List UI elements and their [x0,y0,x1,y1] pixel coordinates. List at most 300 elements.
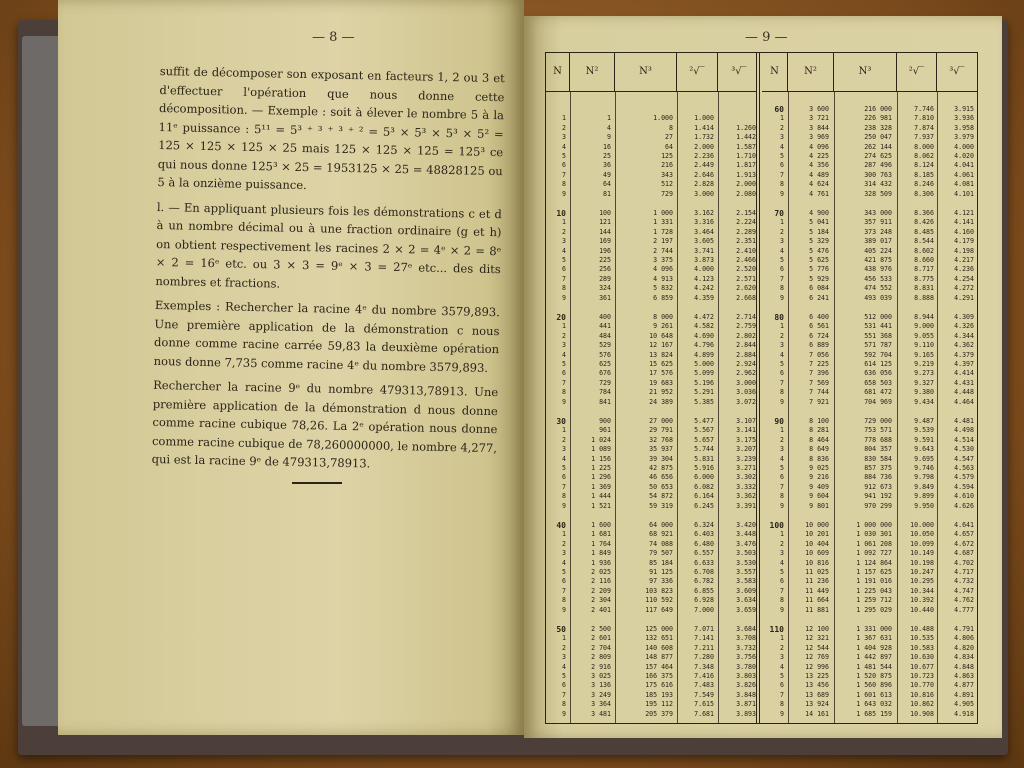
table-cell-n: 6 [562,681,566,690]
table-cell-r2: 10.723 [910,672,934,680]
table-cell-n: 3 [780,341,784,350]
table-row [546,521,756,530]
table-cell-n: 60 [774,105,784,114]
table-cell-cube: 39 304 [649,454,673,463]
table-cell-cube: 64 000 [649,521,673,529]
table-cell-r2: 6.557 [694,549,714,558]
table-cell-cube: 1 560 896 [856,681,892,690]
table-cell-n: 1 [780,114,784,123]
table-cell-cube: 474 552 [864,284,892,293]
table-cell-sq: 16 [603,142,611,151]
table-cell-cube: 140 608 [645,643,673,652]
table-cell-r3: 2.620 [736,284,756,293]
table-cell-r3: 4.672 [954,539,974,548]
table-block [546,313,756,409]
table-row [762,190,977,199]
table-cell-n: 9 [562,293,566,302]
table-cell-n: 6 [780,681,784,690]
table-cell-r3: 4.626 [954,501,974,510]
table-cell-cube: 592 704 [864,350,892,359]
table-row [546,265,756,274]
table-cell-cube: 373 248 [864,227,892,236]
table-cell-r3: 4.579 [954,473,974,482]
table-cell-sq: 11 664 [805,596,829,605]
table-row [546,247,756,256]
table-cell-n: 1 [780,426,784,435]
table-row [762,332,977,341]
table-cell-r2: 10.099 [910,539,934,548]
table-row [762,710,977,719]
table-row [762,672,977,681]
table-cell-sq: 324 [599,284,611,293]
table-cell-sq: 2 601 [591,634,611,643]
table-row [762,559,977,568]
table-cell-r2: 4.000 [694,265,714,274]
table-cell-sq: 1 521 [591,501,611,510]
table-cell-sq: 169 [599,237,611,246]
table-cell-sq: 4 225 [809,152,829,160]
table-cell-r2: 7.071 [694,625,714,633]
table-cell-n: 1 [562,634,566,643]
table-cell-n: 4 [562,662,566,671]
table-row [546,161,756,170]
table-cell-cube: 42 875 [649,464,673,472]
table-cell-r3: 3.036 [736,388,756,397]
table-cell-r3: 3.420 [736,521,756,529]
table-cell-sq: 2 116 [591,577,611,586]
table-cell-r3: 4.863 [954,672,974,680]
table-cell-cube: 614 125 [864,360,892,368]
table-cell-r2: 10.677 [910,662,934,671]
table-row [762,530,977,539]
table-cell-r3: 3.271 [736,464,756,472]
table-cell-r2: 6.928 [694,596,714,605]
table-cell-n: 2 [562,435,566,444]
header-cube-root: ³√‾ [731,66,747,77]
table-cell-n: 6 [562,577,566,586]
table-cell-cube: 1.000 [653,114,673,123]
table-cell-r3: 3.708 [736,634,756,643]
table-cell-cube: 79 507 [649,549,673,558]
table-cell-r2: 9.434 [914,397,934,406]
table-row [762,209,977,218]
table-cell-r3: 3.362 [736,492,756,501]
table-cell-cube: 9 261 [653,322,673,331]
table-cell-n: 6 [562,265,566,274]
table-cell-sq: 2 500 [591,625,611,633]
table-cell-r2: 8.246 [914,180,934,189]
table-row [546,483,756,492]
table-cell-r3: 3.915 [954,105,974,113]
table-cell-n: 6 [780,577,784,586]
table-cell-r2: 10.862 [910,700,934,709]
table-cell-r2: 2.236 [694,152,714,160]
table-cell-cube: 1 295 029 [856,605,892,614]
table-cell-r2: 9.849 [914,482,934,491]
table-row [546,133,756,142]
table-cell-n: 8 [562,180,566,189]
table-cell-r2: 7.000 [694,605,714,614]
table-cell-cube: 357 911 [864,218,892,227]
table-cell-cube: 912 673 [864,482,892,491]
table-cell-n: 10 [556,209,566,218]
table-cell-sq: 2 401 [591,605,611,614]
table-row [546,332,756,341]
table-cell-sq: 2 704 [591,643,611,652]
table-cell-r3: 4.687 [954,549,974,558]
table-cell-n: 9 [562,605,566,614]
table-cell-n: 2 [780,331,784,340]
table-cell-cube: 1 442 897 [856,653,892,662]
table-cell-sq: 3 969 [809,133,829,142]
table-row [546,540,756,549]
table-cell-cube: 8 [669,123,673,132]
table-cell-r3: 4.594 [954,482,974,491]
table-cell-r2: 9.695 [914,454,934,463]
table-row [762,218,977,227]
table-cell-r2: 10.630 [910,653,934,662]
table-cell-cube: 85 184 [649,558,673,567]
table-cell-n: 2 [780,227,784,236]
table-cell-cube: 125 [661,152,673,160]
table-row [762,700,977,709]
table-cell-r3: 4.563 [954,464,974,472]
table-cell-r2: 5.196 [694,378,714,387]
table-cell-r3: 3.000 [736,378,756,387]
table-cell-r2: 7.681 [694,709,714,718]
table-cell-r2: 6.782 [694,577,714,586]
table-cell-sq: 7 921 [809,397,829,406]
table-cell-r3: 4.762 [954,596,974,605]
table-cell-r3: 2.714 [736,313,756,321]
table-cell-r2: 7.746 [914,105,934,113]
table-row [546,426,756,435]
table-cell-r2: 9.219 [914,360,934,368]
table-row [546,369,756,378]
table-row [762,313,977,322]
table-cell-sq: 2 809 [591,653,611,662]
table-cell-r2: 10.908 [910,709,934,718]
table-cell-cube: 1 000 [653,209,673,217]
table-cell-cube: 8 000 [653,313,673,321]
table-cell-n: 3 [780,549,784,558]
table-cell-n: 2 [562,227,566,236]
table-cell-n: 5 [780,152,784,160]
table-cell-sq: 13 225 [805,672,829,680]
table-cell-r2: 3.000 [694,189,714,198]
table-cell-cube: 1 124 864 [856,558,892,567]
table-cell-cube: 1 225 043 [856,586,892,595]
table-row [762,294,977,303]
table-cell-sq: 9 216 [809,473,829,482]
table-cell-sq: 3 481 [591,709,611,718]
table-cell-sq: 7 744 [809,388,829,397]
table-cell-cube: 6 859 [653,293,673,302]
table-cell-n: 9 [562,397,566,406]
table-cell-n: 90 [774,417,784,426]
table-cell-r3: 3.893 [736,709,756,718]
table-cell-sq: 5 184 [809,227,829,236]
table-cell-r3: 4.702 [954,558,974,567]
table-row [546,710,756,719]
table-cell-r2: 9.591 [914,435,934,444]
table-cell-r3: 3.848 [736,690,756,699]
table-cell-r3: 3.780 [736,662,756,671]
table-cell-r3: 4.747 [954,586,974,595]
table-cell-cube: 1 404 928 [856,643,892,652]
table-cell-r3: 2.000 [736,180,756,189]
table-cell-sq: 676 [599,369,611,378]
table-cell-sq: 1 089 [591,445,611,454]
table-cell-r3: 3.732 [736,643,756,652]
table-cell-n: 8 [562,492,566,501]
table-cell-r2: 8.062 [914,152,934,160]
table-cell-cube: 27 [665,133,673,142]
table-cell-cube: 91 125 [649,568,673,576]
table-cell-cube: 1 367 631 [856,634,892,643]
table-cell-r3: 2.351 [736,237,756,246]
table-cell-cube: 778 688 [864,435,892,444]
table-cell-r2: 9.899 [914,492,934,501]
table-cell-r2: 7.211 [694,643,714,652]
table-cell-r3: 4.777 [954,605,974,614]
table-row [546,313,756,322]
table-cell-r2: 5.385 [694,397,714,406]
table-cell-sq: 6 889 [809,341,829,350]
table-cell-n: 4 [780,454,784,463]
table-cell-n: 9 [780,189,784,198]
table-cell-cube: 300 763 [864,170,892,179]
table-cell-cube: 274 625 [864,152,892,160]
table-block [546,209,756,305]
table-cell-cube: 1 728 [653,227,673,236]
table-cell-r3: 2.759 [736,322,756,331]
table-cell-r2: 2.828 [694,180,714,189]
table-block [546,105,756,201]
table-cell-r2: 4.582 [694,322,714,331]
table-cell-cube: 205 379 [645,709,673,718]
table-row [762,691,977,700]
table-row [762,379,977,388]
table-cell-n: 5 [780,568,784,576]
table-cell-sq: 10 609 [805,549,829,558]
table-cell-n: 20 [556,313,566,322]
table-row [762,653,977,662]
table-cell-n: 4 [780,558,784,567]
table-row [546,606,756,615]
table-cell-r2: 10.344 [910,586,934,595]
table-cell-r3: 2.520 [736,265,756,274]
table-cell-sq: 1 296 [591,473,611,482]
table-cell-r3: 2.802 [736,331,756,340]
paragraph: l. — En appliquant plusieurs fois les démonstrations c et d à un nombre décimal ou à une fraction ordinaire (g et h) on obtient respectivement les racines 2 × 2 = 4ᵉ × 2 = 8ᵉ × 2 = 16ᵉ etc. ou 3 × 3 = 9ᵉ × 3 = 27ᵉ etc... des dits nombres et fractions. [155,199,503,291]
table-cell-n: 1 [780,218,784,227]
table-row [546,388,756,397]
table-cell-cube: 551 368 [864,331,892,340]
table-cell-n: 5 [562,360,566,368]
table-cell-sq: 5 929 [809,274,829,283]
table-cell-n: 7 [562,586,566,595]
table-cell-sq: 11 449 [805,586,829,595]
table-cell-sq: 4 761 [809,189,829,198]
table-cell-r2: 3.873 [694,256,714,264]
table-cell-sq: 1 764 [591,539,611,548]
table-cell-r2: 5.000 [694,360,714,368]
table-cell-sq: 2 304 [591,596,611,605]
table-cell-r3: 4.236 [954,265,974,274]
table-block [762,521,977,617]
table-cell-n: 2 [780,643,784,652]
table-cell-r3: 1.260 [736,123,756,132]
table-cell-sq: 2 025 [591,568,611,576]
table-row [546,559,756,568]
table-cell-r2: 9.380 [914,388,934,397]
table-cell-r3: 4.498 [954,426,974,435]
table-cell-cube: 314 432 [864,180,892,189]
table-row [762,596,977,605]
table-row [762,161,977,170]
table-cell-r2: 10.295 [910,577,934,586]
table-cell-sq: 100 [599,209,611,217]
table-block [762,313,977,409]
table-cell-r2: 9.539 [914,426,934,435]
table-cell-n: 4 [562,350,566,359]
table-cell-cube: 704 969 [864,397,892,406]
table-cell-cube: 830 584 [864,454,892,463]
table-cell-cube: 658 503 [864,378,892,387]
table-cell-cube: 1 685 159 [856,709,892,718]
table-cell-n: 3 [562,341,566,350]
table-row [762,606,977,615]
table-cell-n: 3 [780,237,784,246]
table-cell-r2: 6.245 [694,501,714,510]
table-block [762,417,977,513]
table-cell-r2: 8.717 [914,265,934,274]
table-row [762,180,977,189]
table-cell-r3: 4.061 [954,170,974,179]
table-cell-r3: 3.756 [736,653,756,662]
table-cell-r2: 4.472 [694,313,714,321]
table-cell-sq: 9 604 [809,492,829,501]
table-cell-r2: 8.888 [914,293,934,302]
table-cell-r2: 3.741 [694,246,714,255]
table-cell-sq: 11 025 [805,568,829,576]
table-cell-r3: 2.844 [736,341,756,350]
table-cell-n: 3 [562,133,566,142]
left-page-number: — 8 — [312,30,355,45]
table-half-left [546,53,760,723]
table-cell-r3: 1.913 [736,170,756,179]
table-cell-cube: 175 616 [645,681,673,690]
table-cell-n: 1 [562,114,566,123]
table-cell-r3: 3.239 [736,454,756,463]
header-n: N [546,53,570,91]
table-row [546,492,756,501]
table-cell-cube: 27 000 [649,417,673,425]
table-cell-r3: 2.289 [736,227,756,236]
table-row [546,549,756,558]
table-row [762,681,977,690]
table-cell-r3: 4.020 [954,152,974,160]
table-cell-sq: 36 [603,161,611,170]
table-cell-r3: 3.871 [736,700,756,709]
table-cell-cube: 148 877 [645,653,673,662]
table-cell-cube: 729 000 [864,417,892,425]
table-row [762,663,977,672]
table-cell-r2: 8.831 [914,284,934,293]
table-cell-r3: 3.107 [736,417,756,425]
powers-roots-table [545,52,978,724]
table-cell-r3: 4.344 [954,331,974,340]
table-cell-cube: 54 872 [649,492,673,501]
table-cell-cube: 1 092 727 [856,549,892,558]
table-cell-r2: 10.583 [910,643,934,652]
table-cell-sq: 841 [599,397,611,406]
left-page-text [151,62,505,482]
table-cell-n: 8 [562,284,566,293]
table-cell-n: 2 [562,331,566,340]
table-cell-r3: 4.000 [954,142,974,151]
table-block [546,521,756,617]
table-cell-r2: 3.316 [694,218,714,227]
table-cell-n: 80 [774,313,784,322]
table-cell-r3: 2.410 [736,246,756,255]
table-cell-r3: 4.141 [954,218,974,227]
table-cell-sq: 10 816 [805,558,829,567]
table-cell-n: 3 [780,653,784,662]
table-cell-sq: 10 201 [805,530,829,539]
table-cell-n: 5 [780,464,784,472]
table-cell-sq: 1 444 [591,492,611,501]
table-cell-r3: 3.583 [736,577,756,586]
table-cell-cube: 2 744 [653,246,673,255]
table-cell-r3: 3.141 [736,426,756,435]
table-cell-cube: 50 653 [649,482,673,491]
table-cell-r2: 5.567 [694,426,714,435]
table-cell-n: 8 [562,700,566,709]
table-cell-r2: 3.464 [694,227,714,236]
table-cell-n: 4 [562,246,566,255]
table-cell-sq: 3 364 [591,700,611,709]
table-cell-cube: 970 299 [864,501,892,510]
table-cell-n: 8 [780,700,784,709]
table-cell-cube: 287 496 [864,161,892,170]
table-cell-n: 3 [780,133,784,142]
table-cell-cube: 125 000 [645,625,673,633]
table-cell-cube: 64 [665,142,673,151]
table-cell-r2: 8.426 [914,218,934,227]
table-cell-r2: 5.916 [694,464,714,472]
table-header [546,53,756,92]
table-cell-r3: 4.514 [954,435,974,444]
table-cell-r3: 1.442 [736,133,756,142]
table-cell-sq: 9 025 [809,464,829,472]
table-row [762,426,977,435]
table-cell-r3: 4.081 [954,180,974,189]
table-row [546,180,756,189]
divider-rule [292,482,342,484]
table-cell-sq: 6 724 [809,331,829,340]
table-cell-n: 2 [780,435,784,444]
table-row [546,124,756,133]
table-cell-r3: 4.362 [954,341,974,350]
table-cell-n: 110 [769,625,784,634]
table-cell-n: 1 [562,218,566,227]
table-cell-cube: 753 571 [864,426,892,435]
header-cube: N³ [615,53,677,91]
table-row [546,587,756,596]
table-cell-r3: 2.080 [736,189,756,198]
